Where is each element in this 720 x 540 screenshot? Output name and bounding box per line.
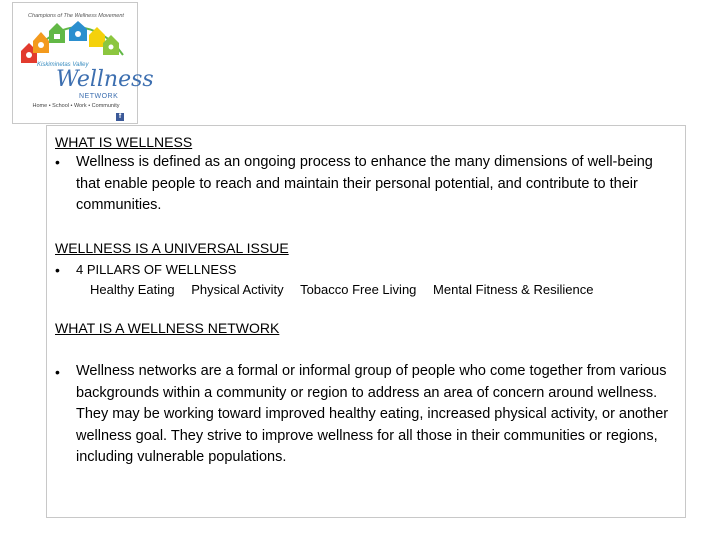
logo-wordmark: Wellness <box>56 67 154 92</box>
blue-house-icon <box>69 21 87 41</box>
logo-subline: Home • School • Work • Community <box>32 103 120 109</box>
pillars-heading: 4 PILLARS OF WELLNESS <box>76 262 237 277</box>
green-house-icon <box>49 23 65 43</box>
heading-universal-issue: WELLNESS IS A UNIVERSAL ISSUE <box>55 240 289 256</box>
wellness-definition: Wellness is defined as an ongoing process to enhance the many dimensions of well-being that enable people to reach and maintain their personal potential, and contribute to their communities. <box>76 154 653 213</box>
pillar-item: Tobacco Free Living <box>300 282 417 297</box>
bullet: • <box>55 262 60 278</box>
logo-region: Kiskiminetas Valley <box>37 62 89 68</box>
bullet: • <box>55 364 60 380</box>
pillar-item: Mental Fitness & Resilience <box>433 282 594 297</box>
pillar-item: Healthy Eating <box>90 282 175 297</box>
content-panel <box>46 125 686 518</box>
orange-house-icon <box>33 32 49 53</box>
logo-tagline: Champions of The Wellness Movement <box>28 13 124 19</box>
heading-wellness-network: WHAT IS A WELLNESS NETWORK <box>55 320 280 336</box>
heading-what-is-wellness: WHAT IS WELLNESS <box>55 134 193 150</box>
logo-houses-graphic <box>19 21 129 66</box>
pillars-list <box>90 282 606 297</box>
bullet: • <box>55 154 60 170</box>
logo-network-text: NETWORK <box>79 93 119 100</box>
logo <box>12 2 154 124</box>
pillar-item: Physical Activity <box>191 282 284 297</box>
facebook-icon[interactable]: f <box>116 113 124 121</box>
wellness-network-description: Wellness networks are a formal or informal group of people who come together from various backgrounds within a community or region to address an area of concern around wellness. They may be working toward improved healthy eating, increased physical activity, or another wellness goal. They strive to improve wellness for all those in their communities or regions, including vulnerable populations. <box>76 363 669 465</box>
